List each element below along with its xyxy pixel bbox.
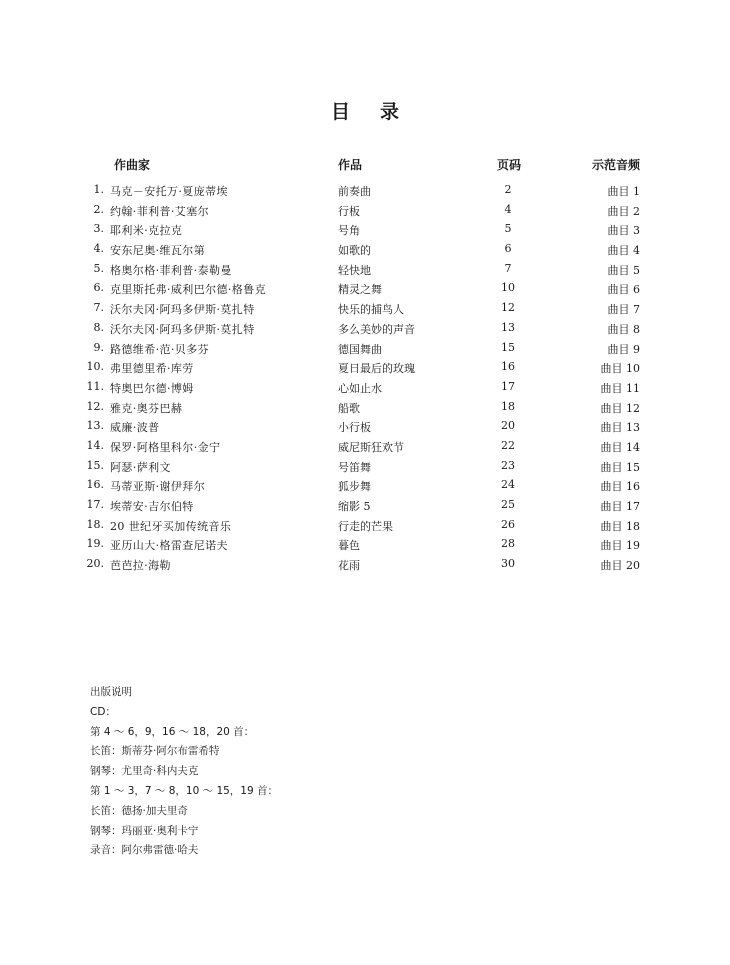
work-title: 心如止水 xyxy=(338,381,382,395)
page-number: 30 xyxy=(501,557,515,571)
composer-name: 格奥尔格·菲利普·泰勒曼 xyxy=(110,263,232,277)
row-number: 1. xyxy=(93,183,104,196)
demo-track: 曲目 19 xyxy=(600,539,640,553)
composer-name: 埃蒂安·吉尔伯特 xyxy=(110,500,194,513)
row-number: 5. xyxy=(93,261,104,275)
notes-line: 第 1 ～ 3，7 ～ 8，10 ～ 15，19 首： xyxy=(90,784,279,797)
row-number: 8. xyxy=(93,320,104,334)
page-number: 18 xyxy=(501,399,515,413)
demo-track: 曲目 2 xyxy=(607,204,640,218)
row-number: 12. xyxy=(86,399,104,413)
page-number: 2 xyxy=(504,183,512,196)
demo-track: 曲目 1 xyxy=(607,185,640,198)
toc-row xyxy=(0,515,730,535)
demo-track: 曲目 7 xyxy=(607,303,640,317)
toc-row xyxy=(0,475,730,495)
composer-name: 马克－安托万·夏庞蒂埃 xyxy=(110,185,228,198)
work-title: 船歌 xyxy=(338,401,360,415)
work-title: 花雨 xyxy=(338,559,360,573)
toc-row xyxy=(0,357,730,377)
work-title: 如歌的 xyxy=(338,244,371,258)
toc-row xyxy=(0,200,730,220)
demo-track: 曲目 3 xyxy=(607,224,640,238)
demo-track: 曲目 15 xyxy=(600,460,640,474)
row-number: 2. xyxy=(93,202,104,216)
page-number: 16 xyxy=(501,360,515,374)
page-number: 25 xyxy=(501,498,515,511)
demo-track: 曲目 12 xyxy=(600,401,640,415)
toc-row xyxy=(0,377,730,397)
toc-row xyxy=(0,259,730,279)
row-number: 6. xyxy=(93,281,104,295)
demo-track: 曲目 9 xyxy=(607,342,640,356)
page-number: 4 xyxy=(504,202,512,216)
notes-line: CD： xyxy=(90,705,116,718)
composer-name: 弗里德里希·库劳 xyxy=(110,362,194,376)
composer-name: 克里斯托弗·威利巴尔德·格鲁克 xyxy=(110,283,266,297)
composer-name: 约翰·菲利普·艾塞尔 xyxy=(110,204,209,218)
page-number: 5 xyxy=(504,222,512,236)
row-number: 4. xyxy=(93,242,104,256)
column-header-demo-audio: 示范音频 xyxy=(592,158,641,172)
demo-track: 曲目 6 xyxy=(607,283,640,297)
notes-line: 长笛：德扬·加夫里奇 xyxy=(90,804,188,817)
notes-line: 钢琴：尤里奇·科内夫克 xyxy=(90,765,199,778)
composer-name: 特奥巴尔德·博姆 xyxy=(110,381,194,395)
work-title: 精灵之舞 xyxy=(338,283,382,297)
toc-row xyxy=(0,495,730,515)
row-number: 9. xyxy=(93,340,104,354)
composer-name: 雅克·奥芬巴赫 xyxy=(110,401,183,415)
work-title: 行走的芒果 xyxy=(338,519,393,533)
work-title: 狐步舞 xyxy=(338,480,371,494)
composer-name: 威廉·波普 xyxy=(110,421,160,435)
notes-line: 长笛：斯蒂芬·阿尔布雷希特 xyxy=(90,745,220,758)
page-number: 6 xyxy=(504,242,512,256)
page-number: 17 xyxy=(501,379,515,393)
toc-row xyxy=(0,534,730,554)
column-header-page: 页码 xyxy=(497,158,522,172)
demo-track: 曲目 20 xyxy=(600,559,640,573)
column-header-work: 作品 xyxy=(338,158,363,172)
row-number: 13. xyxy=(86,419,104,433)
work-title: 暮色 xyxy=(338,539,360,553)
row-number: 18. xyxy=(86,517,104,531)
work-title: 多么美妙的声音 xyxy=(338,322,415,336)
composer-name: 芭芭拉·海勒 xyxy=(110,559,171,573)
toc-row xyxy=(0,338,730,358)
demo-track: 曲目 18 xyxy=(600,519,640,533)
composer-name: 亚历山大·格雷查尼诺夫 xyxy=(110,539,228,553)
page-number: 7 xyxy=(504,261,512,275)
row-number: 19. xyxy=(86,537,104,551)
work-title: 轻快地 xyxy=(338,263,371,277)
toc-row xyxy=(0,180,730,200)
work-title: 小行板 xyxy=(338,421,371,435)
toc-row xyxy=(0,554,730,574)
work-title: 缩影 5 xyxy=(338,500,371,513)
demo-track: 曲目 10 xyxy=(600,362,640,376)
row-number: 15. xyxy=(86,458,104,472)
demo-track: 曲目 5 xyxy=(607,263,640,277)
page-number: 20 xyxy=(501,419,515,433)
page-number: 28 xyxy=(501,537,515,551)
toc-row xyxy=(0,219,730,239)
work-title: 前奏曲 xyxy=(338,185,371,198)
page-number: 23 xyxy=(501,458,515,472)
page-number: 10 xyxy=(501,281,515,295)
row-number: 10. xyxy=(86,360,104,374)
composer-name: 路德维希·范·贝多芬 xyxy=(110,342,209,356)
page-number: 26 xyxy=(501,517,515,531)
work-title: 号角 xyxy=(338,224,360,238)
page-number: 13 xyxy=(501,320,515,334)
page-title xyxy=(0,97,730,124)
row-number: 11. xyxy=(86,379,104,393)
toc-row xyxy=(0,318,730,338)
notes-line: 第 4 ～ 6，9，16 ～ 18，20 首： xyxy=(90,725,255,738)
toc-row xyxy=(0,456,730,476)
row-number: 17. xyxy=(86,498,104,511)
page-number: 24 xyxy=(501,478,515,492)
composer-name: 保罗·阿格里科尔·金宁 xyxy=(110,440,221,454)
demo-track: 曲目 8 xyxy=(607,322,640,336)
row-number: 20. xyxy=(86,557,104,571)
page-number: 15 xyxy=(501,340,515,354)
notes-heading: 出版说明 xyxy=(90,686,132,698)
toc-row xyxy=(0,278,730,298)
work-title: 威尼斯狂欢节 xyxy=(338,440,404,454)
table-of-contents xyxy=(0,180,730,574)
composer-name: 马蒂亚斯·谢伊拜尔 xyxy=(110,480,206,494)
page-number: 12 xyxy=(501,301,515,315)
work-title: 行板 xyxy=(338,204,360,218)
toc-row xyxy=(0,397,730,417)
demo-track: 曲目 14 xyxy=(600,440,640,454)
work-title: 德国舞曲 xyxy=(338,342,382,356)
toc-row xyxy=(0,239,730,259)
work-title: 夏日最后的玫瑰 xyxy=(338,362,415,376)
demo-track: 曲目 4 xyxy=(607,244,640,258)
title-char-2: 录 xyxy=(380,101,400,123)
toc-row xyxy=(0,436,730,456)
demo-track: 曲目 17 xyxy=(600,500,640,513)
composer-name: 安东尼奥·维瓦尔第 xyxy=(110,244,206,258)
column-header-composer: 作曲家 xyxy=(114,158,151,172)
notes-line: 钢琴：玛丽亚·奥利卡宁 xyxy=(90,824,199,837)
demo-track: 曲目 16 xyxy=(600,480,640,494)
row-number: 3. xyxy=(93,222,104,236)
demo-track: 曲目 13 xyxy=(600,421,640,435)
demo-track: 曲目 11 xyxy=(600,381,640,395)
toc-row xyxy=(0,298,730,318)
composer-name: 阿瑟·萨利文 xyxy=(110,460,171,474)
page-number: 22 xyxy=(501,438,515,452)
toc-row xyxy=(0,416,730,436)
publication-notes xyxy=(90,683,278,861)
composer-name: 沃尔夫冈·阿玛多伊斯·莫扎特 xyxy=(110,303,255,317)
notes-line: 录音：阿尔弗雷德·哈夫 xyxy=(90,844,199,857)
composer-name: 沃尔夫冈·阿玛多伊斯·莫扎特 xyxy=(110,322,255,336)
composer-name: 20 世纪牙买加传统音乐 xyxy=(110,519,232,533)
row-number: 14. xyxy=(86,438,104,452)
work-title: 快乐的捕鸟人 xyxy=(338,303,404,317)
work-title: 号笛舞 xyxy=(338,460,371,474)
row-number: 16. xyxy=(86,478,104,492)
row-number: 7. xyxy=(93,301,104,315)
composer-name: 耶利米·克拉克 xyxy=(110,224,183,238)
title-char-1: 目 xyxy=(330,101,350,123)
